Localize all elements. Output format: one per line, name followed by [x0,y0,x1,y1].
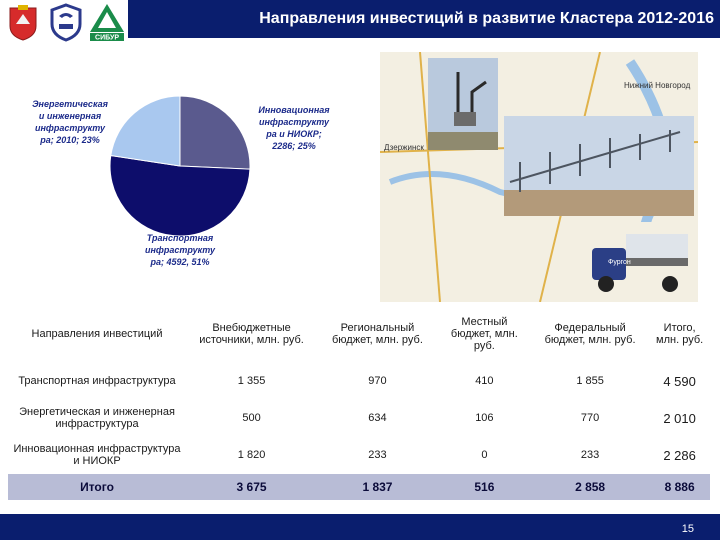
table-total-row [8,474,710,501]
cell-regional: 970 [317,363,438,400]
header-federal: Федеральный бюджет, млн. руб. [531,306,649,363]
construction-photo [504,116,694,216]
pie-svg [0,44,380,314]
pie-label-innovation: Инновационная инфраструкту ра и НИОКР; 2286; 25% [258,105,330,151]
table-row [8,363,710,400]
cell-federal: 233 [531,437,649,474]
pie-label-transport: Транспортная инфраструкту ра; 4592, 51% [144,233,216,267]
total-total: 8 886 [649,474,710,501]
cell-extra-budget: 1 820 [186,437,317,474]
page-title: Направления инвестиций в развитие Кластера 2012-2016 [259,10,714,27]
cell-extra-budget: 1 355 [186,363,317,400]
cell-local: 106 [438,400,531,437]
crane-photo [428,58,498,150]
pie-slice-2 [111,96,180,166]
total-federal: 2 858 [531,474,649,501]
total-regional: 1 837 [317,474,438,501]
gaz-logo [46,2,86,42]
pie-label-energy: Энергетическая и инженерная инфраструкту ра; 2010; 23% [32,99,108,145]
cell-federal: 770 [531,400,649,437]
photo-collage [380,52,698,302]
total-local: 516 [438,474,531,501]
cell-total: 2 010 [649,400,710,437]
pie-chart [0,44,380,314]
sibur-logo [88,2,126,42]
header [0,0,720,42]
map-label-dz: Дзержинск [384,143,424,152]
row-name: Энергетическая и инженерная инфраструктура [8,400,186,437]
header-total: Итого, млн. руб. [649,306,710,363]
cell-total: 4 590 [649,363,710,400]
header-regional: Региональный бюджет, млн. руб. [317,306,438,363]
cell-local: 410 [438,363,531,400]
nizhny-novgorod-coat-of-arms [4,2,42,42]
map-label-nn: Нижний Новгород [624,81,691,90]
table-header-row [8,306,710,363]
sibur-logo-text: СИБУР [95,34,119,42]
truck-label: Фургон [608,259,631,266]
cell-federal: 1 855 [531,363,649,400]
total-name: Итого [8,474,186,501]
header-extra-budget: Внебюджетные источники, млн. руб. [186,306,317,363]
page-number: 15 [681,523,694,535]
cell-regional: 233 [317,437,438,474]
footer-bar [0,514,720,540]
row-name: Инновационная инфраструктура и НИОКР [8,437,186,474]
collage-svg [380,52,698,302]
investment-table [8,306,710,501]
cell-regional: 634 [317,400,438,437]
table-row [8,437,710,474]
header-local: Местный бюджет, млн. руб. [438,306,531,363]
truck-photo [590,222,694,296]
cell-local: 0 [438,437,531,474]
table-row [8,400,710,437]
pie-slice-0 [180,96,250,169]
row-name: Транспортная инфраструктура [8,363,186,400]
total-extra-budget: 3 675 [186,474,317,501]
cell-total: 2 286 [649,437,710,474]
cell-extra-budget: 500 [186,400,317,437]
header-directions: Направления инвестиций [8,306,186,363]
